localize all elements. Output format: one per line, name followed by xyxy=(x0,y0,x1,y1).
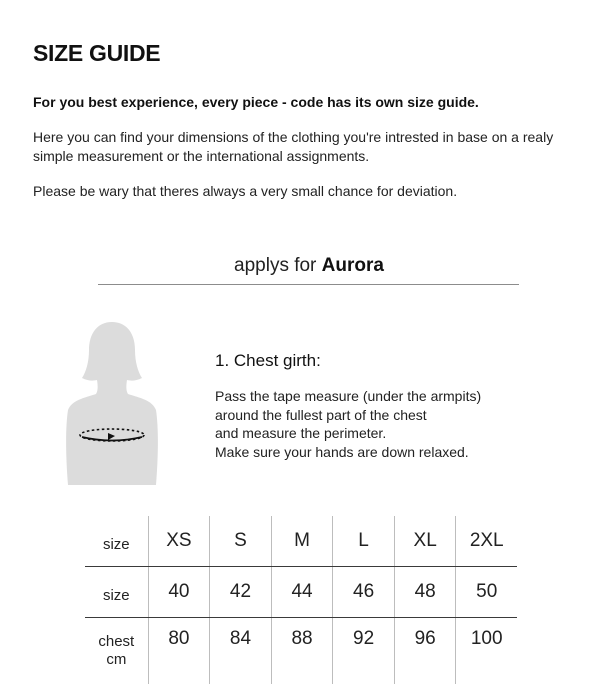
table-cell: 88 xyxy=(271,618,333,684)
table-cell: 96 xyxy=(394,618,456,684)
table-cell: XS xyxy=(148,516,210,567)
table-cell: S xyxy=(210,516,272,567)
table-cell: 48 xyxy=(394,567,456,618)
page-title: SIZE GUIDE xyxy=(33,40,161,66)
table-cell: 46 xyxy=(333,567,395,618)
deviation-note: Please be wary that theres always a very small chance for deviation. xyxy=(33,183,458,199)
intro-heading: For you best experience, every piece - code has its own size guide. xyxy=(33,94,479,110)
instruction-line: around the fullest part of the chest xyxy=(215,406,427,423)
table-cell: 42 xyxy=(210,567,272,618)
table-cell: 92 xyxy=(333,618,395,684)
size-table xyxy=(85,516,517,684)
table-cell: XL xyxy=(394,516,456,567)
table-cell: 84 xyxy=(210,618,272,684)
table-row xyxy=(85,618,517,684)
row-label: size xyxy=(85,516,148,567)
table-row xyxy=(85,516,517,567)
table-cell: M xyxy=(271,516,333,567)
table-cell: 2XL xyxy=(456,516,517,567)
measurement-title: 1. Chest girth: xyxy=(215,351,321,370)
table-cell: 50 xyxy=(456,567,517,618)
applies-prefix: applys for xyxy=(234,255,317,276)
instruction-line: Pass the tape measure (under the armpits) xyxy=(215,388,482,404)
table-cell: L xyxy=(333,516,395,567)
body-silhouette-icon xyxy=(62,320,162,488)
table-row xyxy=(85,567,517,618)
instruction-line: Make sure your hands are down relaxed. xyxy=(215,443,469,460)
row-label: size xyxy=(85,567,148,618)
table-cell: 40 xyxy=(148,567,210,618)
table-cell: 100 xyxy=(456,618,517,684)
instruction-line: and measure the perimeter. xyxy=(215,425,387,441)
row-label xyxy=(85,618,148,684)
applies-heading xyxy=(0,255,600,277)
row-label-line: cm xyxy=(106,651,127,668)
measurement-instructions xyxy=(215,387,481,461)
table-cell: 80 xyxy=(148,618,210,684)
intro-paragraph: Here you can find your dimensions of the clothing you're intrested in base on a realy simple measurement or the international assignments. xyxy=(33,129,554,164)
row-label-line: chest xyxy=(98,633,135,650)
divider xyxy=(98,284,519,285)
table-cell: 44 xyxy=(271,567,333,618)
product-name: Aurora xyxy=(321,255,384,276)
